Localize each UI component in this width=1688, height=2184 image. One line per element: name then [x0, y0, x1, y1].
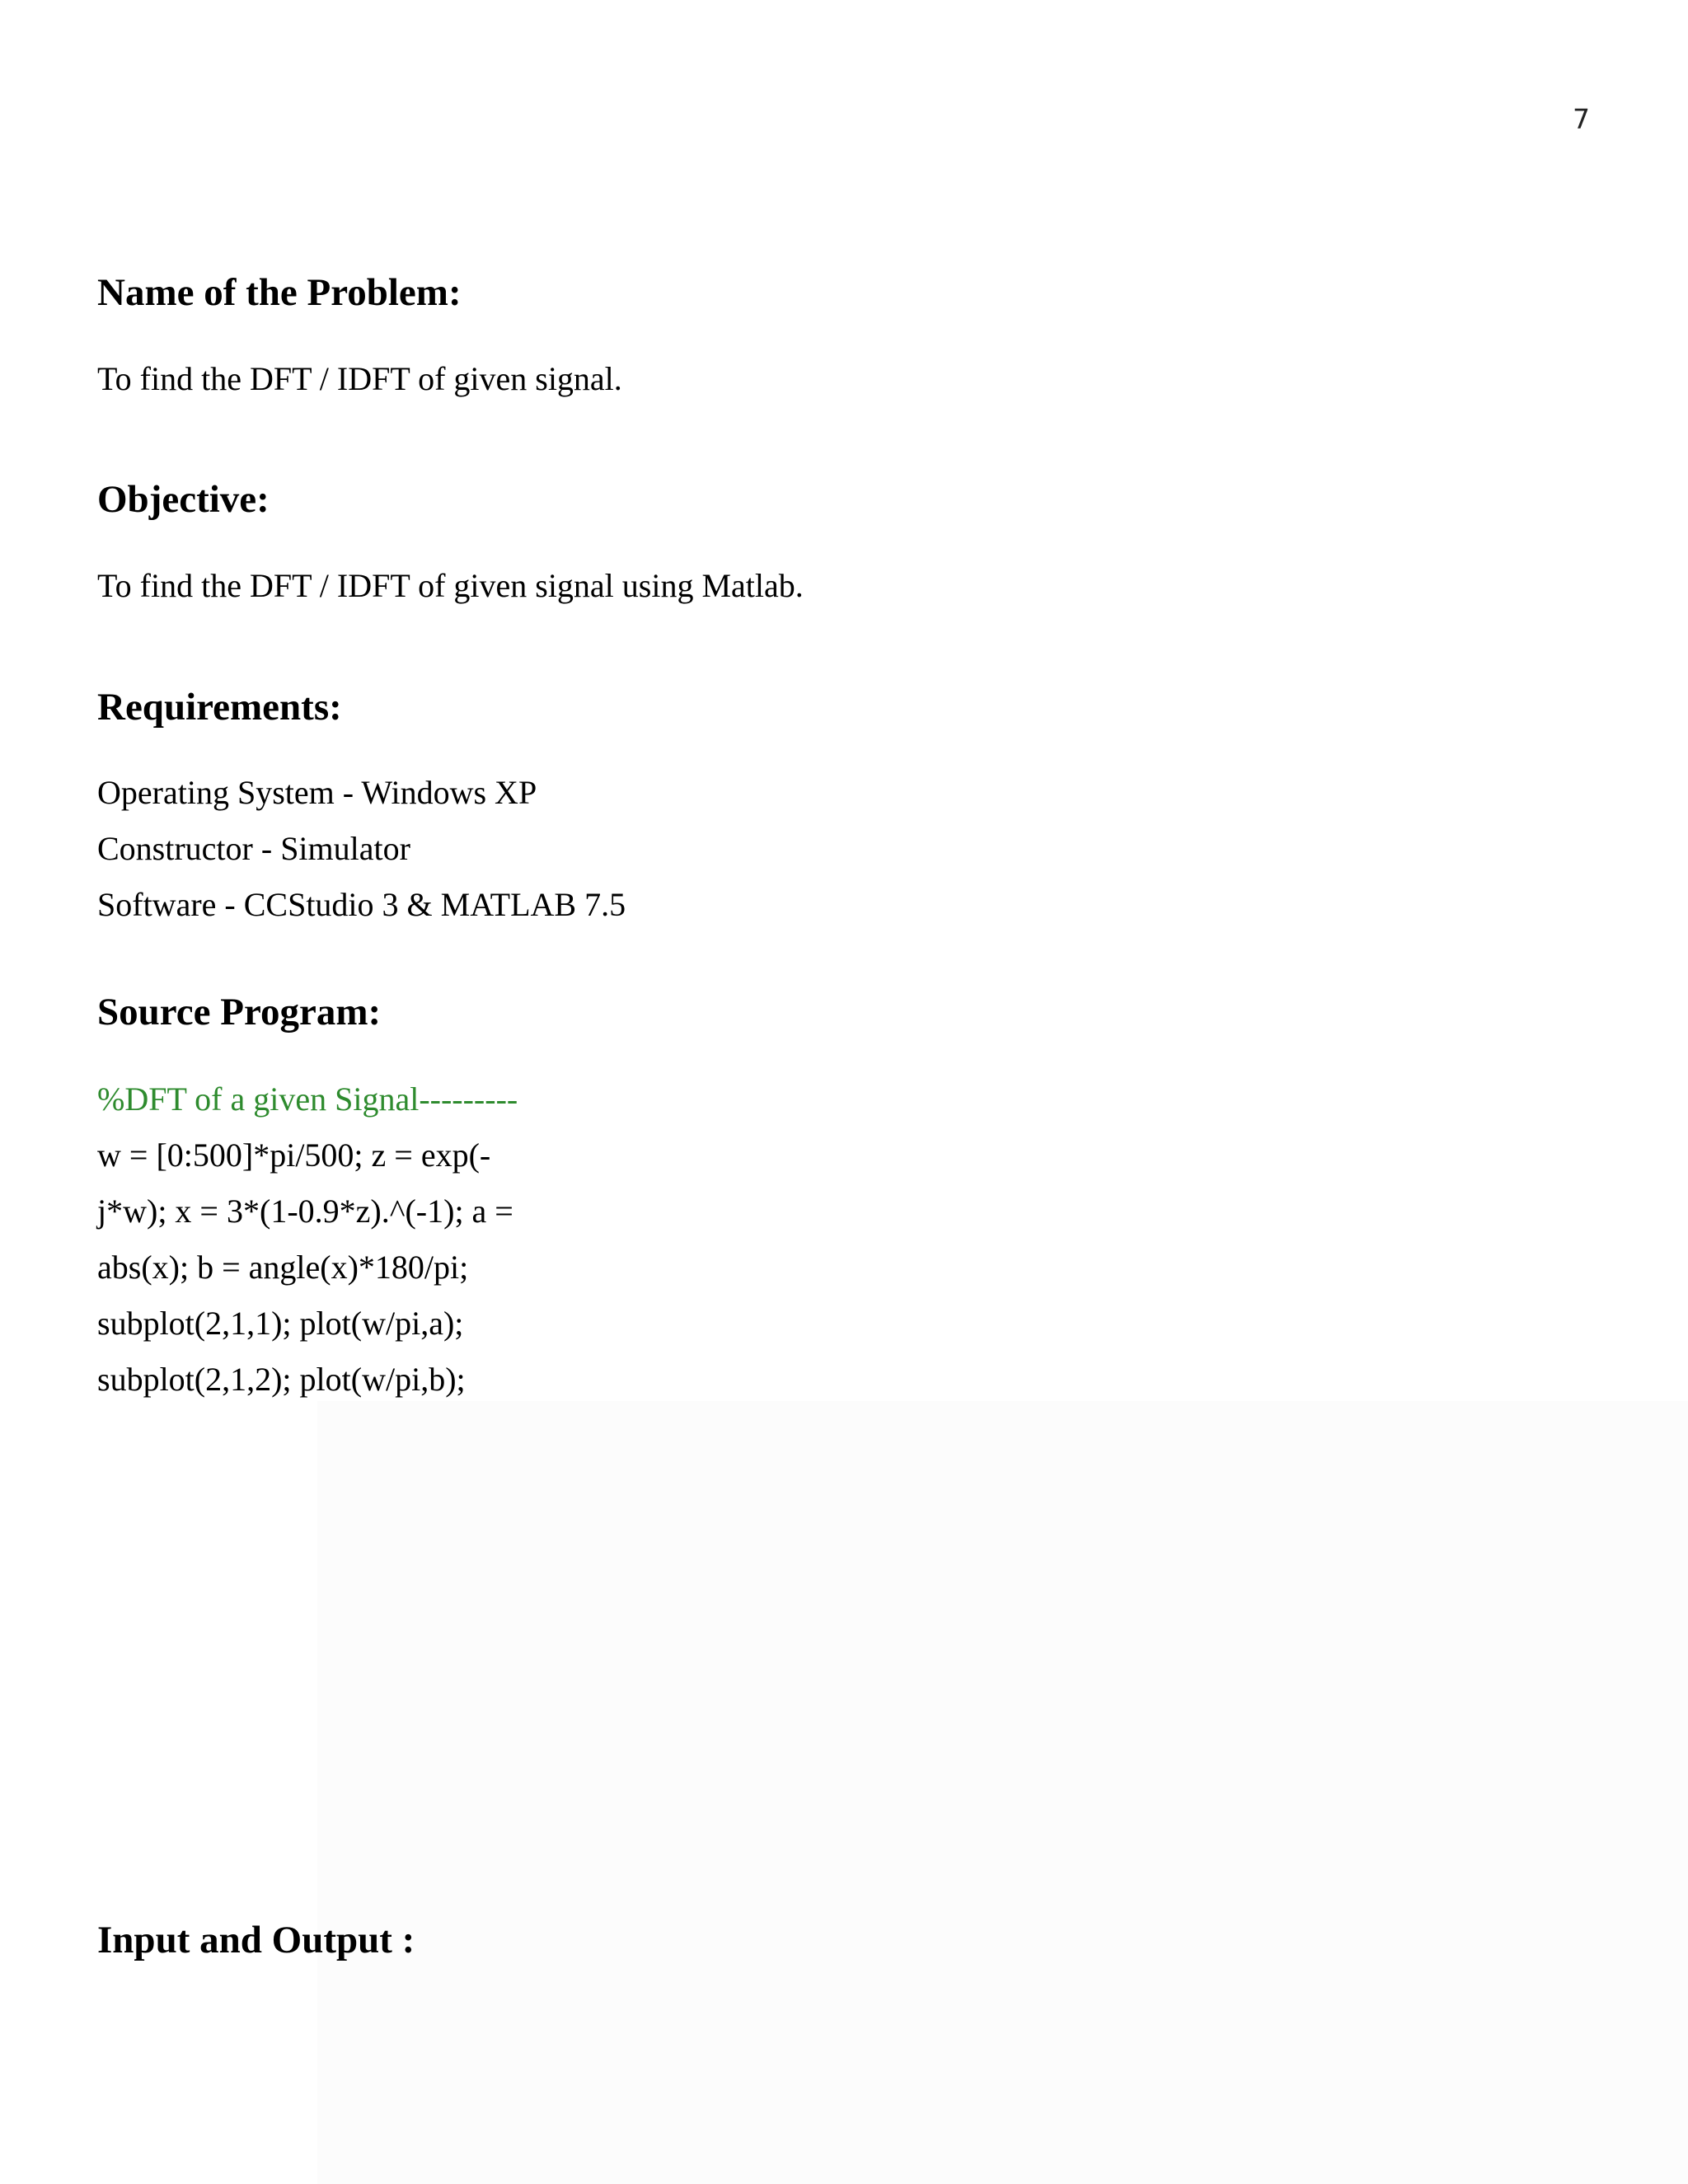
- source-section: [97, 989, 381, 1035]
- problem-section: [97, 269, 462, 316]
- io-heading: Input and Output :: [97, 1919, 415, 1961]
- page-background-shade: [317, 1401, 1688, 2184]
- requirements-list: [97, 765, 626, 933]
- code-line-4: subplot(2,1,1); plot(w/pi,a);: [97, 1305, 464, 1342]
- page-number: 7: [1573, 103, 1590, 135]
- objective-heading: Objective:: [97, 478, 270, 521]
- problem-text-block: [97, 359, 622, 400]
- code-line-3: abs(x); b = angle(x)*180/pi;: [97, 1249, 469, 1286]
- problem-heading: Name of the Problem:: [97, 271, 462, 314]
- code-line-1: w = [0:500]*pi/500; z = exp(-: [97, 1137, 491, 1174]
- code-comment-line: %DFT of a given Signal---------: [97, 1080, 518, 1118]
- source-code-block: [97, 1071, 518, 1408]
- requirement-item-os: Operating System - Windows XP: [97, 774, 537, 811]
- objective-section: [97, 476, 270, 523]
- objective-text-block: [97, 565, 804, 607]
- code-line-5: subplot(2,1,2); plot(w/pi,b);: [97, 1361, 466, 1398]
- requirements-heading: Requirements:: [97, 686, 342, 729]
- problem-text: To find the DFT / IDFT of given signal.: [97, 360, 622, 397]
- requirement-item-software: Software - CCStudio 3 & MATLAB 7.5: [97, 886, 626, 923]
- objective-text: To find the DFT / IDFT of given signal using Matlab.: [97, 567, 804, 604]
- code-line-2: j*w); x = 3*(1-0.9*z).^(-1); a =: [97, 1193, 513, 1230]
- requirements-section: [97, 684, 342, 730]
- source-heading: Source Program:: [97, 991, 382, 1033]
- io-section: [97, 1917, 415, 1963]
- requirement-item-constructor: Constructor - Simulator: [97, 830, 410, 867]
